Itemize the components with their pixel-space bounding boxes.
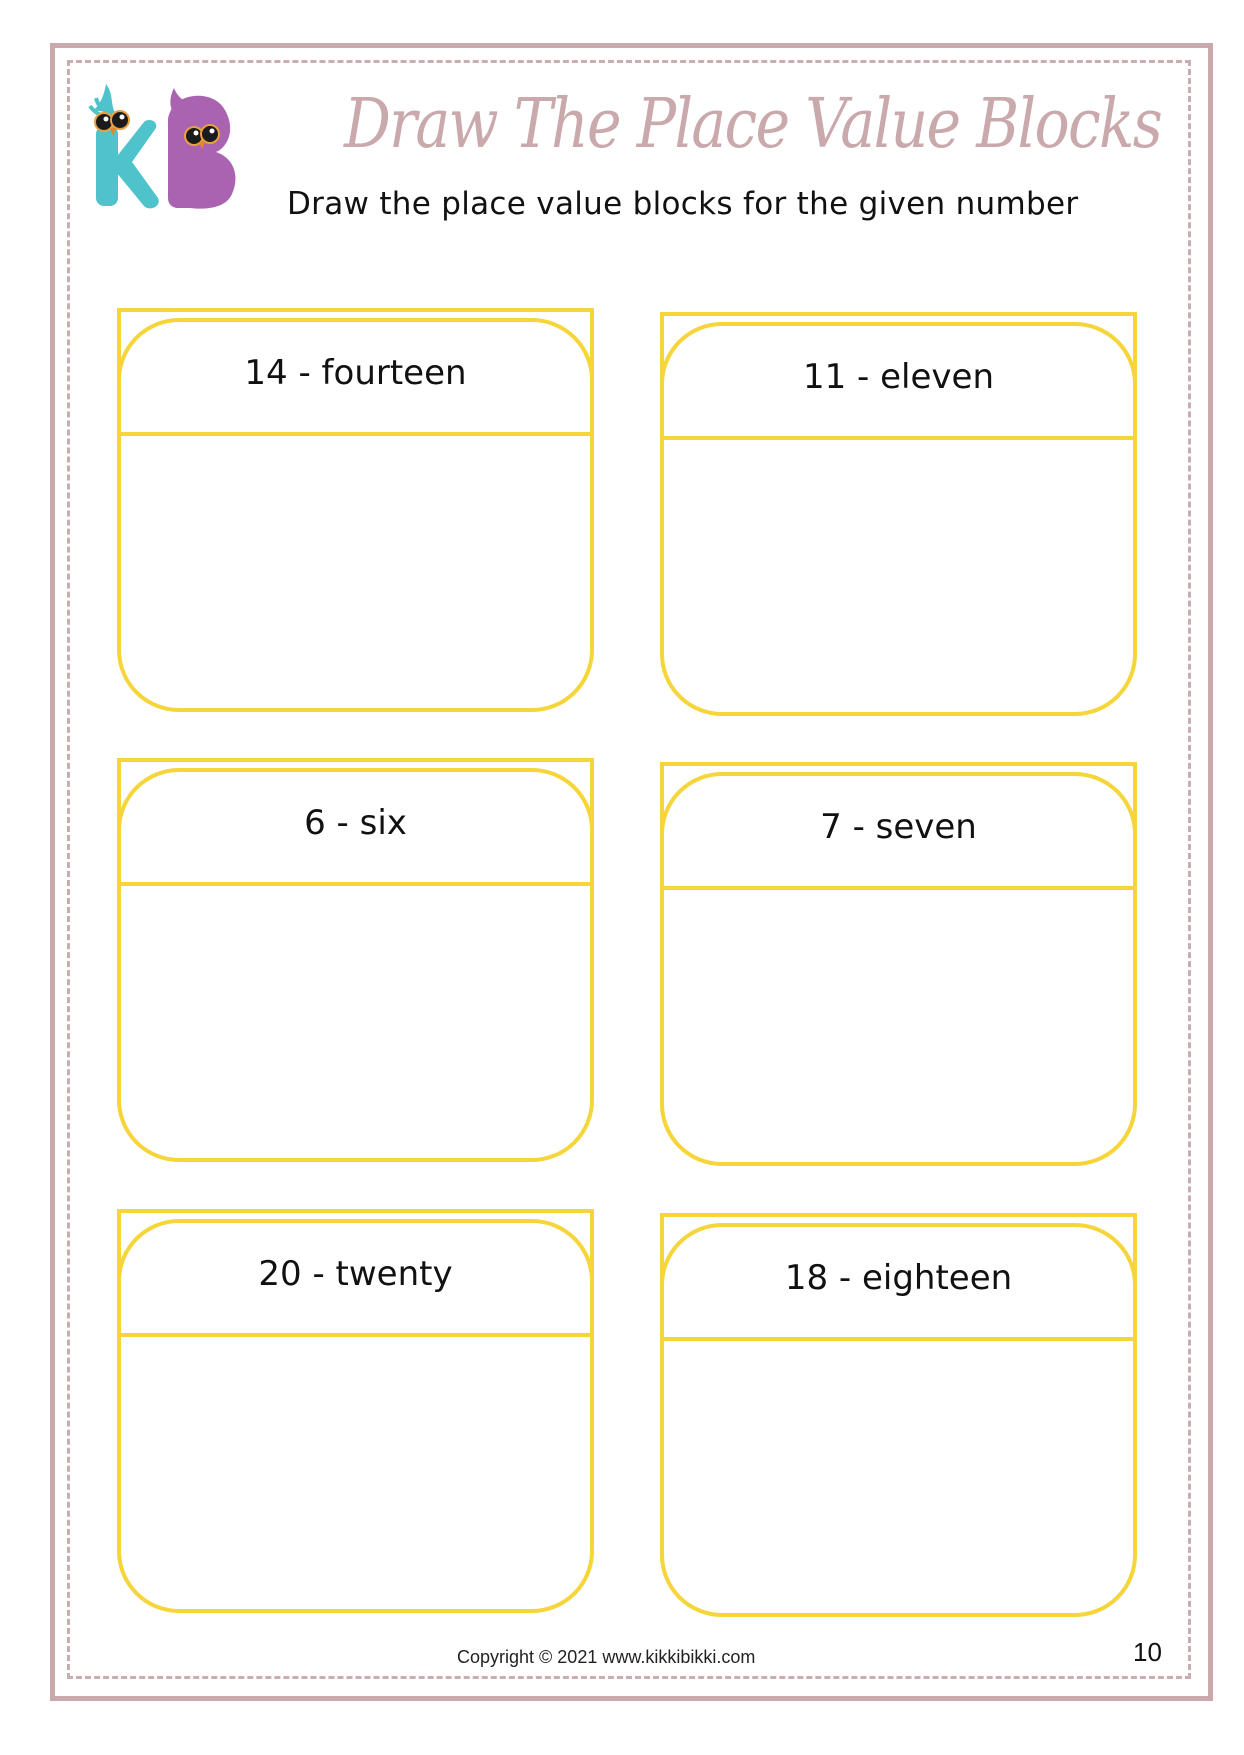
instructions: Draw the place value blocks for the given number [287, 186, 1079, 222]
number-card [119, 310, 592, 710]
card-number-label: 18 - eighteen [784, 1258, 1013, 1298]
number-card [662, 764, 1135, 1164]
drawing-area[interactable] [668, 894, 1129, 1156]
drawing-area[interactable] [668, 444, 1129, 706]
number-card [119, 1211, 592, 1611]
page-number: 10 [1133, 1637, 1162, 1667]
copyright-text: Copyright © 2021 www.kikkibikki.com [457, 1647, 756, 1667]
number-card [662, 314, 1135, 714]
drawing-area[interactable] [125, 1341, 586, 1603]
number-card [662, 1215, 1135, 1615]
drawing-area[interactable] [125, 440, 586, 702]
page-title: Draw The Place Value Blocks [344, 85, 1162, 164]
drawing-area[interactable] [668, 1345, 1129, 1607]
card-number-label: 20 - twenty [258, 1254, 453, 1294]
logo-b-icon [168, 88, 235, 209]
logo-k-icon [90, 84, 159, 208]
card-number-label: 6 - six [304, 803, 407, 843]
drawing-area[interactable] [125, 890, 586, 1152]
number-card [119, 760, 592, 1160]
card-number-label: 7 - seven [820, 807, 977, 847]
card-number-label: 14 - fourteen [244, 353, 467, 393]
kb-logo-icon [86, 76, 246, 212]
card-number-label: 11 - eleven [802, 357, 995, 397]
